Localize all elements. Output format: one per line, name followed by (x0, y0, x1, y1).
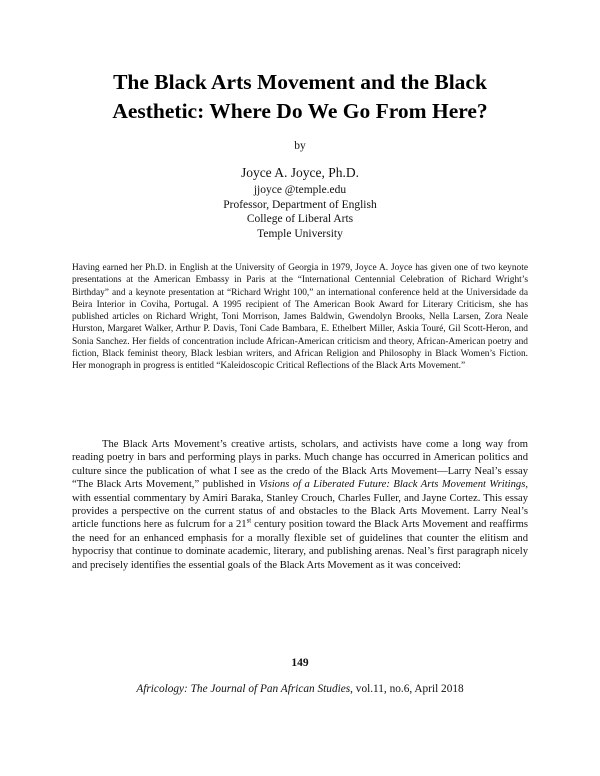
author-university: Temple University (257, 227, 343, 240)
journal-footer (0, 683, 600, 695)
book-title: Visions of a Liberated Future: Black Arts Movement Writings (258, 479, 526, 491)
paper-title (40, 68, 560, 126)
title-line-1: The Black Arts Movement and the Black (113, 70, 487, 94)
author-position: Professor, Department of English (223, 198, 377, 211)
author-name: Joyce A. Joyce, Ph.D. (240, 165, 360, 180)
title-line-2: Aesthetic: Where Do We Go From Here? (112, 99, 488, 123)
body-text-part-1: The Black Arts Movement’s creative artists, scholars, and activists have come a long way from reading poetry in bars and performing plays in parks. Much change has occurred in American politics and culture since the publication of what I see as the credo of the Black Arts Movement—Larry Neal’s essay “The Black Arts Movement,” published in (72, 439, 528, 491)
byline: by (294, 140, 306, 152)
author-affiliation (0, 183, 600, 241)
journal-name: Africology: The Journal of Pan African Studies (136, 683, 351, 695)
body-text-part-3: century position toward the Black Arts Movement and reaffirms the need for an enhanced emphasis for a morally flexible set of guidelines that counter the elitism and hypocrisy that continue to dominate academic, literary, and publishing arenas. Neal’s first paragraph nicely and precisely identifies the essential goals of the Black Arts Movement as it was conceived: (72, 519, 528, 571)
journal-issue: , vol.11, no.6, April 2018 (350, 683, 464, 695)
author-bio: Having earned her Ph.D. in English at the University of Georgia in 1979, Joyce A. Joyce has given one of two keynote presentations at the American Embassy in Paris at the “International Centennial Celebration of Richard Wright’s Birthday” and a keynote presentation at “Richard Wright 100,” an international conference held at the Universidade da Beira Interior in Coviha, Portugal. A 1995 recipient of The American Book Award for Literary Criticism, she has published articles on Richard Wright, Toni Morrison, James Baldwin, Gwendolyn Brooks, Nella Larsen, Zora Neale Hurston, Margaret Walker, Arthur P. Davis, Toni Cade Bambara, E. Ethelbert Miller, Askia Touré, Gil Scott-Heron, and Sonia Sanchez. Her fields of concentration include African-American criticism and theory, African-American poetry and fiction, Black feminist theory, Black lesbian writers, and African Religion and Philosophy in Black Women’s Fiction. Her monograph in progress is entitled “Kaleidoscopic Critical Reflections of the Black Arts Movement.” (72, 263, 528, 372)
superscript-ordinal: st (246, 516, 252, 525)
page-number: 149 (291, 657, 309, 669)
body-text-part-2: , with essential commentary by Amiri Baraka, Stanley Crouch, Charles Fuller, and Jayne Cortez. This essay provides a perspective on the current status of and obstacles to the Black Arts Movement. Larry Neal’s article functions here as fulcrum for a 21 (72, 479, 528, 531)
author-college: College of Liberal Arts (246, 213, 354, 226)
body-paragraph (72, 438, 528, 572)
author-email: jjoyce @temple.edu (253, 184, 347, 196)
